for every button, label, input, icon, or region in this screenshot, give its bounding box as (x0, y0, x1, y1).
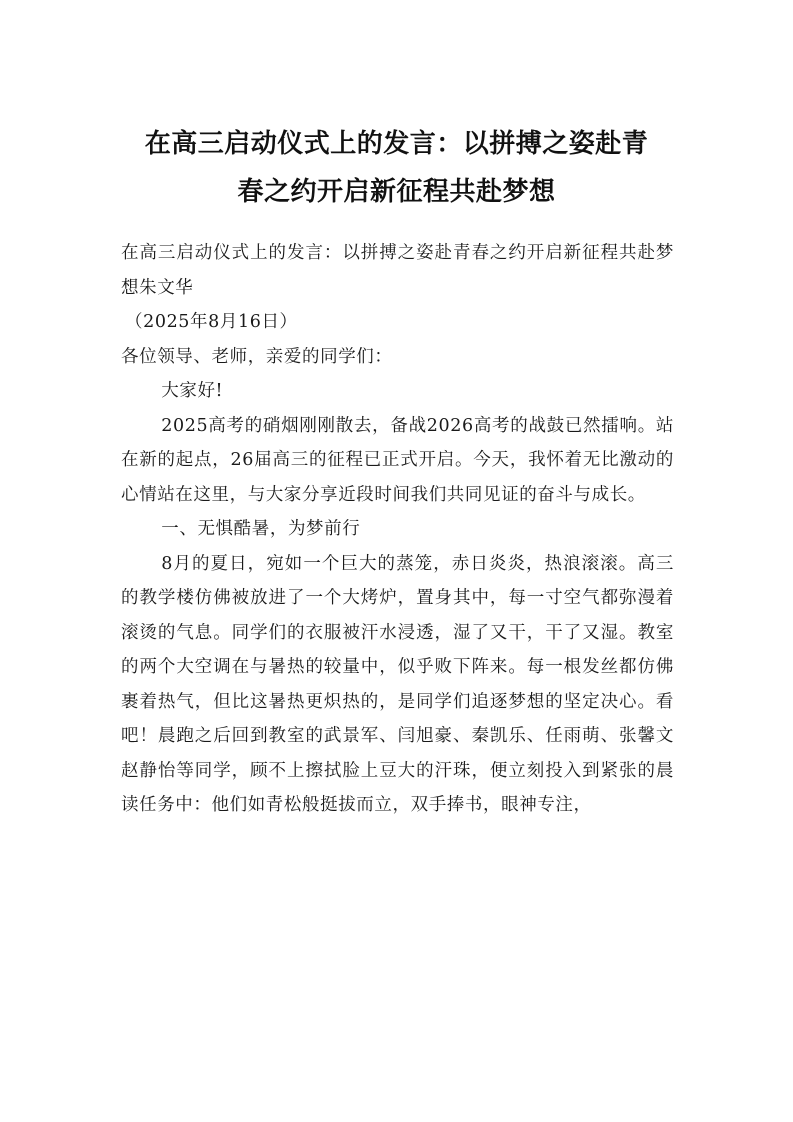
speech-date: （2025年8月16日） (125, 312, 298, 332)
paragraph-section-1: 8月的夏日，宛如一个巨大的蒸笼，赤日炎炎，热浪滚滚。高三的教学楼仿佛被放进了一个大烤炉，置身其中，每一寸空气都弥漫着滚烫的气息。同学们的衣服被汗水浸透，湿了又干，干了又湿。教室的两个大空调在与暑热的较量中，似乎败下阵来。每一根发丝都仿佛裹着热气，但比这暑热更炽热的，是同学们追逐梦想的坚定决心。看吧！晨跑之后回到教室的武景军、闫旭豪、秦凯乐、任雨萌、张馨文赵静怡等同学，顾不上擦拭脸上豆大的汗珠，便立刻投入到紧张的晨读任务中：他们如青松般挺拔而立，双手捧书，眼神专注， (121, 553, 674, 815)
paragraph-intro: 2025高考的硝烟刚刚散去，备战2026高考的战鼓已然擂响。站在新的起点，26届高三的征程已正式开启。今天，我怀着无比激动的心情站在这里，与大家分享近段时间我们共同见证的奋斗与成长。 (121, 415, 674, 505)
section-heading-1: 一、无惧酷暑，为梦前行 (161, 519, 361, 539)
title-line-1: 在高三启动仪式上的发言：以拼搏之姿赴青 (144, 129, 649, 159)
document-body (121, 236, 674, 823)
document-title (100, 120, 693, 216)
greeting: 大家好! (161, 381, 224, 401)
subtitle-author-line: 在高三启动仪式上的发言：以拼搏之姿赴青春之约开启新征程共赴梦想朱文华 (121, 243, 674, 298)
title-line-2: 春之约开启新征程共赴梦想 (237, 177, 556, 207)
salutation: 各位领导、老师，亲爱的同学们： (121, 346, 393, 367)
